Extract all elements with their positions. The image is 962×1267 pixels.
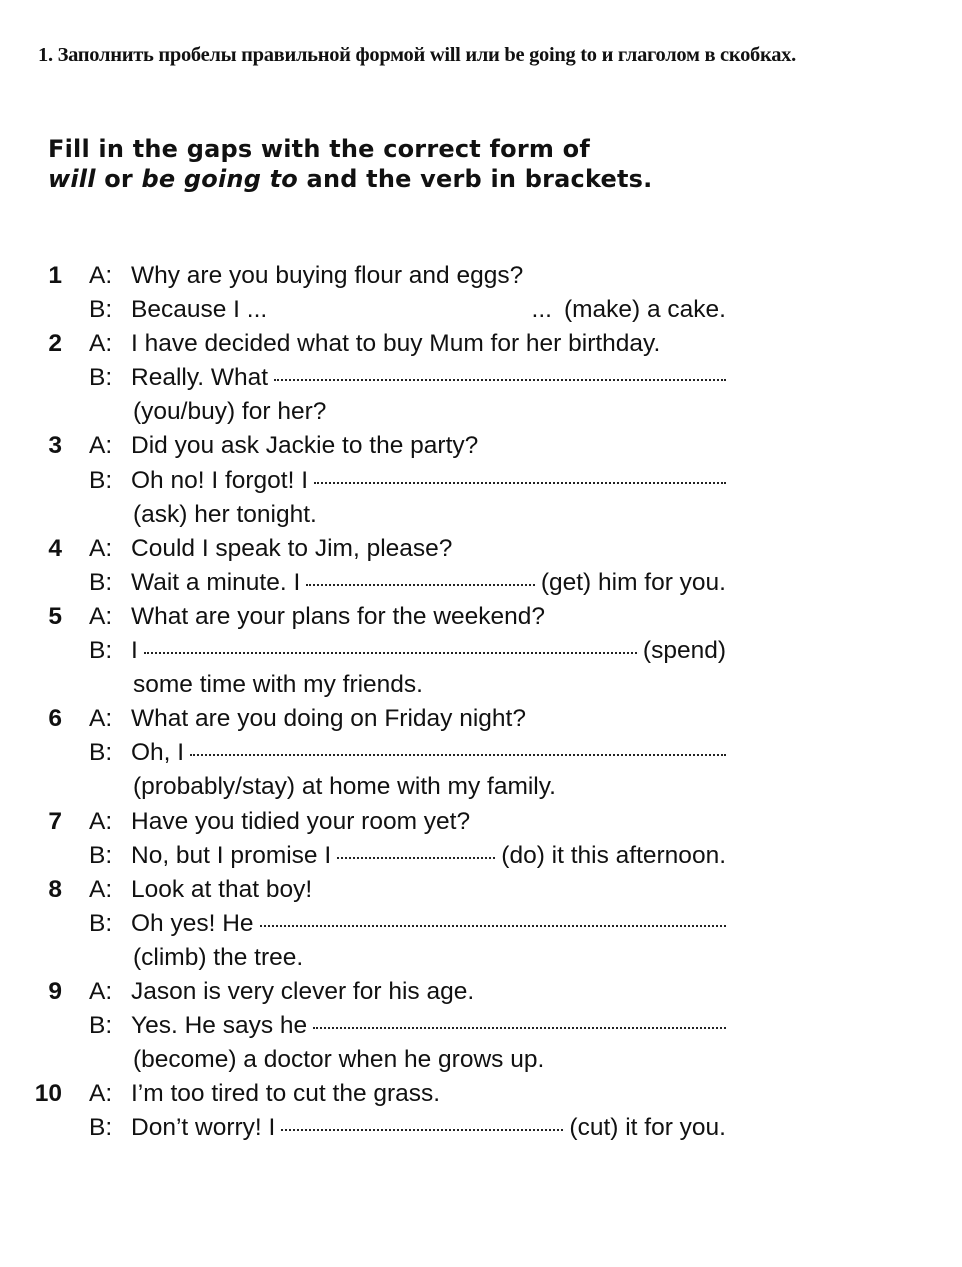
speaker-a-label: A: (89, 705, 113, 733)
item-5-answer-start: I (131, 637, 138, 665)
speaker-a-label: A: (89, 602, 113, 630)
item-9-a-line (0, 975, 962, 1009)
item-5-b-line (0, 634, 962, 668)
item-8-b-line (0, 907, 962, 941)
speaker-a-label: A: (89, 534, 113, 562)
speaker-b-label: B: (89, 1114, 113, 1142)
item-4-question: Could I speak to Jim, please? (131, 534, 453, 562)
exercise-list (0, 259, 962, 1145)
item-8-answer-end: (climb) the tree. (133, 943, 304, 971)
item-6-a-line (0, 702, 962, 736)
item-8-a-line (0, 873, 962, 907)
item-5-a-line (0, 600, 962, 634)
speaker-a-label: A: (89, 807, 113, 835)
item-8-question: Look at that boy! (131, 875, 313, 903)
item-7-b-line (0, 839, 962, 873)
item-9-b-line (0, 1009, 962, 1043)
item-8-answer-start: Oh yes! He (131, 909, 254, 937)
item-3-question: Did you ask Jackie to the party? (131, 432, 479, 460)
russian-task-heading: 1. Заполнить пробелы правильной формой will или be going to и глаголом в скобках. (38, 44, 796, 66)
instruction-line-1: Fill in the gaps with the correct form of (48, 135, 590, 163)
item-number: 3 (48, 432, 62, 460)
speaker-b-label: B: (89, 841, 113, 869)
item-9-question: Jason is very clever for his age. (131, 977, 475, 1005)
item-4-answer-start: Wait a minute. I (131, 568, 301, 596)
speaker-a-label: A: (89, 262, 113, 289)
item-3-a-line (0, 429, 962, 463)
item-7-a-line (0, 805, 962, 839)
item-number: 4 (48, 534, 62, 562)
item-10-a-line (0, 1077, 962, 1111)
instruction-rest: and the verb in brackets. (298, 165, 653, 193)
item-2-cont-line (0, 395, 962, 429)
item-number: 7 (48, 807, 62, 835)
item-3-b-line (0, 464, 962, 498)
speaker-a-label: A: (89, 330, 113, 358)
item-6-gap[interactable] (190, 754, 726, 756)
item-7-answer-start: No, but I promise I (131, 841, 332, 869)
item-10-answer-end: (cut) it for you. (569, 1114, 726, 1142)
item-1-answer-start: Because I ... (131, 296, 268, 324)
item-2-question: I have decided what to buy Mum for her birthday. (131, 330, 661, 358)
speaker-b-label: B: (89, 296, 113, 324)
speaker-a-label: A: (89, 977, 113, 1005)
speaker-b-label: B: (89, 568, 113, 596)
item-1-question: Why are you buying flour and eggs? (131, 262, 524, 289)
item-2-answer-end: (you/buy) for her? (133, 398, 327, 426)
item-9-answer-end: (become) a doctor when he grows up. (133, 1046, 545, 1074)
item-6-answer-start: Oh, I (131, 739, 185, 767)
item-8-gap[interactable] (260, 925, 726, 927)
item-6-question: What are you doing on Friday night? (131, 705, 526, 733)
item-2-gap[interactable] (274, 379, 726, 381)
item-3-answer-end: (ask) her tonight. (133, 500, 317, 528)
item-number: 2 (48, 330, 62, 358)
speaker-a-label: A: (89, 875, 113, 903)
item-9-cont-line (0, 1043, 962, 1077)
item-number: 8 (48, 875, 62, 903)
item-8-cont-line (0, 941, 962, 975)
item-4-answer-end: (get) him for you. (540, 568, 726, 596)
item-1-b-line (0, 293, 962, 327)
item-10-answer-start: Don’t worry! I (131, 1114, 276, 1142)
item-10-question: I’m too tired to cut the grass. (131, 1080, 441, 1108)
item-5-cont-line (0, 668, 962, 702)
item-10-gap[interactable] (281, 1129, 563, 1131)
item-4-b-line (0, 566, 962, 600)
item-5-question: What are your plans for the weekend? (131, 602, 546, 630)
item-4-a-line (0, 532, 962, 566)
item-5-gap[interactable] (144, 652, 637, 654)
item-9-gap[interactable] (313, 1027, 726, 1029)
item-10-b-line (0, 1111, 962, 1145)
speaker-b-label: B: (89, 364, 113, 392)
item-6-cont-line (0, 770, 962, 804)
speaker-a-label: A: (89, 1080, 113, 1108)
item-4-gap[interactable] (306, 584, 535, 586)
item-3-cont-line (0, 498, 962, 532)
item-7-question: Have you tidied your room yet? (131, 807, 471, 835)
item-2-b-line (0, 361, 962, 395)
speaker-a-label: A: (89, 432, 113, 460)
item-1-a-line (0, 259, 962, 293)
item-number: 5 (48, 602, 62, 630)
item-2-a-line (0, 327, 962, 361)
instruction-or: or (95, 165, 142, 193)
item-5-answer-verb: (spend) (642, 637, 726, 665)
item-3-answer-start: Oh no! I forgot! I (131, 466, 309, 494)
speaker-b-label: B: (89, 466, 113, 494)
item-7-gap[interactable] (337, 857, 495, 859)
item-1-answer-dots: ... (531, 296, 552, 324)
speaker-b-label: B: (89, 909, 113, 937)
item-number: 6 (48, 705, 62, 733)
item-7-answer-end: (do) it this afternoon. (501, 841, 726, 869)
item-6-b-line (0, 736, 962, 770)
instruction-be-going-to: be going to (141, 165, 298, 193)
item-2-answer-start: Really. What (131, 364, 269, 392)
item-3-gap[interactable] (314, 482, 726, 484)
speaker-b-label: B: (89, 739, 113, 767)
item-number: 9 (48, 977, 62, 1005)
item-6-answer-end: (probably/stay) at home with my family. (133, 773, 556, 801)
item-1-answer-end: (make) a cake. (563, 296, 726, 324)
item-5-answer-end: some time with my friends. (133, 671, 423, 699)
item-9-answer-start: Yes. He says he (131, 1012, 308, 1040)
speaker-b-label: B: (89, 637, 113, 665)
english-instruction (48, 134, 652, 194)
item-number: 10 (34, 1080, 62, 1108)
instruction-line-2 (48, 164, 652, 194)
speaker-b-label: B: (89, 1012, 113, 1040)
instruction-will: will (48, 165, 96, 193)
item-number: 1 (48, 262, 62, 289)
